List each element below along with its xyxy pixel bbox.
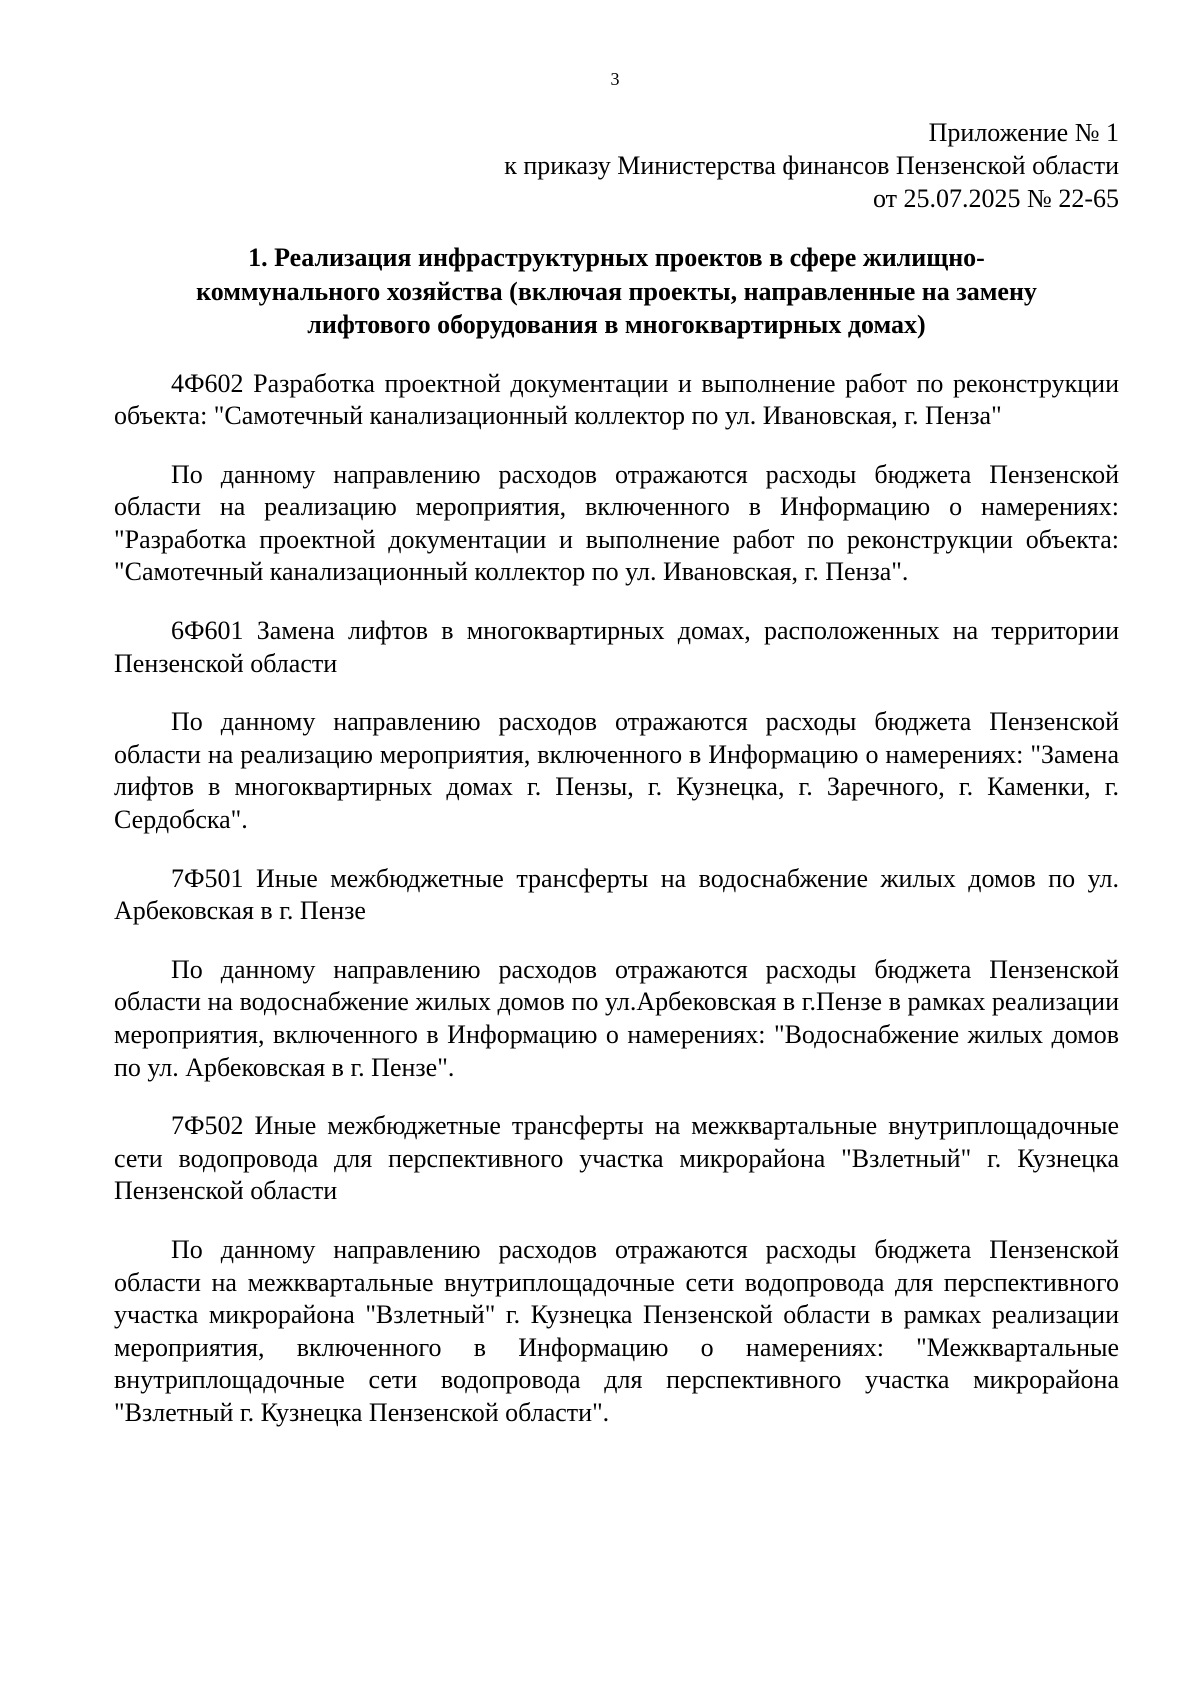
expense-item-6f601 bbox=[114, 615, 1119, 680]
page-number: 3 bbox=[610, 69, 620, 89]
appendix-order-reference: к приказу Министерства финансов Пензенской области bbox=[504, 151, 1119, 180]
expense-item-heading: 7Ф502 Иные межбюджетные трансферты на межквартальные внутриплощадочные сети водопровода для перспективного участка микрорайона "Взлетный" г. Кузнецка Пензенской области bbox=[114, 1111, 1119, 1206]
expense-item-description: По данному направлению расходов отражаются расходы бюджета Пензенской области на водоснабжение жилых домов по ул.Арбековская в г.Пензе в рамках реализации мероприятия, включенного в Информацию о намерениях: "Водоснабжение жилых домов по ул. Арбековская в г. Пензе". bbox=[114, 954, 1119, 1082]
expense-item-7f501 bbox=[114, 863, 1119, 928]
expense-item-7f502 bbox=[114, 1110, 1119, 1208]
expense-item-heading: 7Ф501 Иные межбюджетные трансферты на водоснабжение жилых домов по ул. Арбековская в г. Пензе bbox=[114, 863, 1119, 926]
expense-item-description: По данному направлению расходов отражаются расходы бюджета Пензенской области на реализацию мероприятия, включенного в Информацию о намерениях: "Разработка проектной документации и выполнение работ по реконструкции объекта: "Самотечный канализационный коллектор по ул. Ивановская, г. Пенза". bbox=[114, 459, 1119, 587]
expense-item-heading: 4Ф602 Разработка проектной документации и выполнение работ по реконструкции объекта: "Самотечный канализационный коллектор по ул. Ивановская, г. Пенза" bbox=[114, 368, 1119, 431]
expense-item-description: По данному направлению расходов отражаются расходы бюджета Пензенской области на межквартальные внутриплощадочные сети водопровода для перспективного участка микрорайона "Взлетный" г. Кузнецка Пензенской области в рамках реализации мероприятия, включенного в Информацию о намерениях: "Межквартальные внутриплощадочные сети водопровода для перспективного участка микрорайона "Взлетный г. Кузнецка Пензенской области". bbox=[114, 1234, 1119, 1427]
expense-item-description-block bbox=[114, 954, 1119, 1084]
appendix-order-date: от 25.07.2025 № 22-65 bbox=[873, 184, 1119, 213]
expense-item-4f602 bbox=[114, 368, 1119, 433]
section-title-line-3: лифтового оборудования в многоквартирных домах) bbox=[307, 310, 926, 339]
expense-item-description-block bbox=[114, 459, 1119, 589]
expense-item-description-block bbox=[114, 1234, 1119, 1430]
section-title-line-2: коммунального хозяйства (включая проекты, направленные на замену bbox=[196, 276, 1037, 306]
expense-item-heading: 6Ф601 Замена лифтов в многоквартирных домах, расположенных на территории Пензенской области bbox=[114, 616, 1119, 678]
expense-item-description: По данному направлению расходов отражаются расходы бюджета Пензенской области на реализацию мероприятия, включенного в Информацию о намерениях: "Замена лифтов в многоквартирных домах г. Пензы, г. Кузнецка, г. Заречного, г. Каменки, г. Сердобска". bbox=[114, 707, 1119, 835]
appendix-header bbox=[114, 116, 1119, 215]
expense-item-description-block bbox=[114, 706, 1119, 836]
section-title bbox=[114, 241, 1119, 342]
document-body bbox=[114, 116, 1119, 1430]
section-title-line-1: 1. Реализация инфраструктурных проектов в сфере жилищно- bbox=[248, 243, 985, 272]
appendix-number: Приложение № 1 bbox=[928, 118, 1119, 147]
